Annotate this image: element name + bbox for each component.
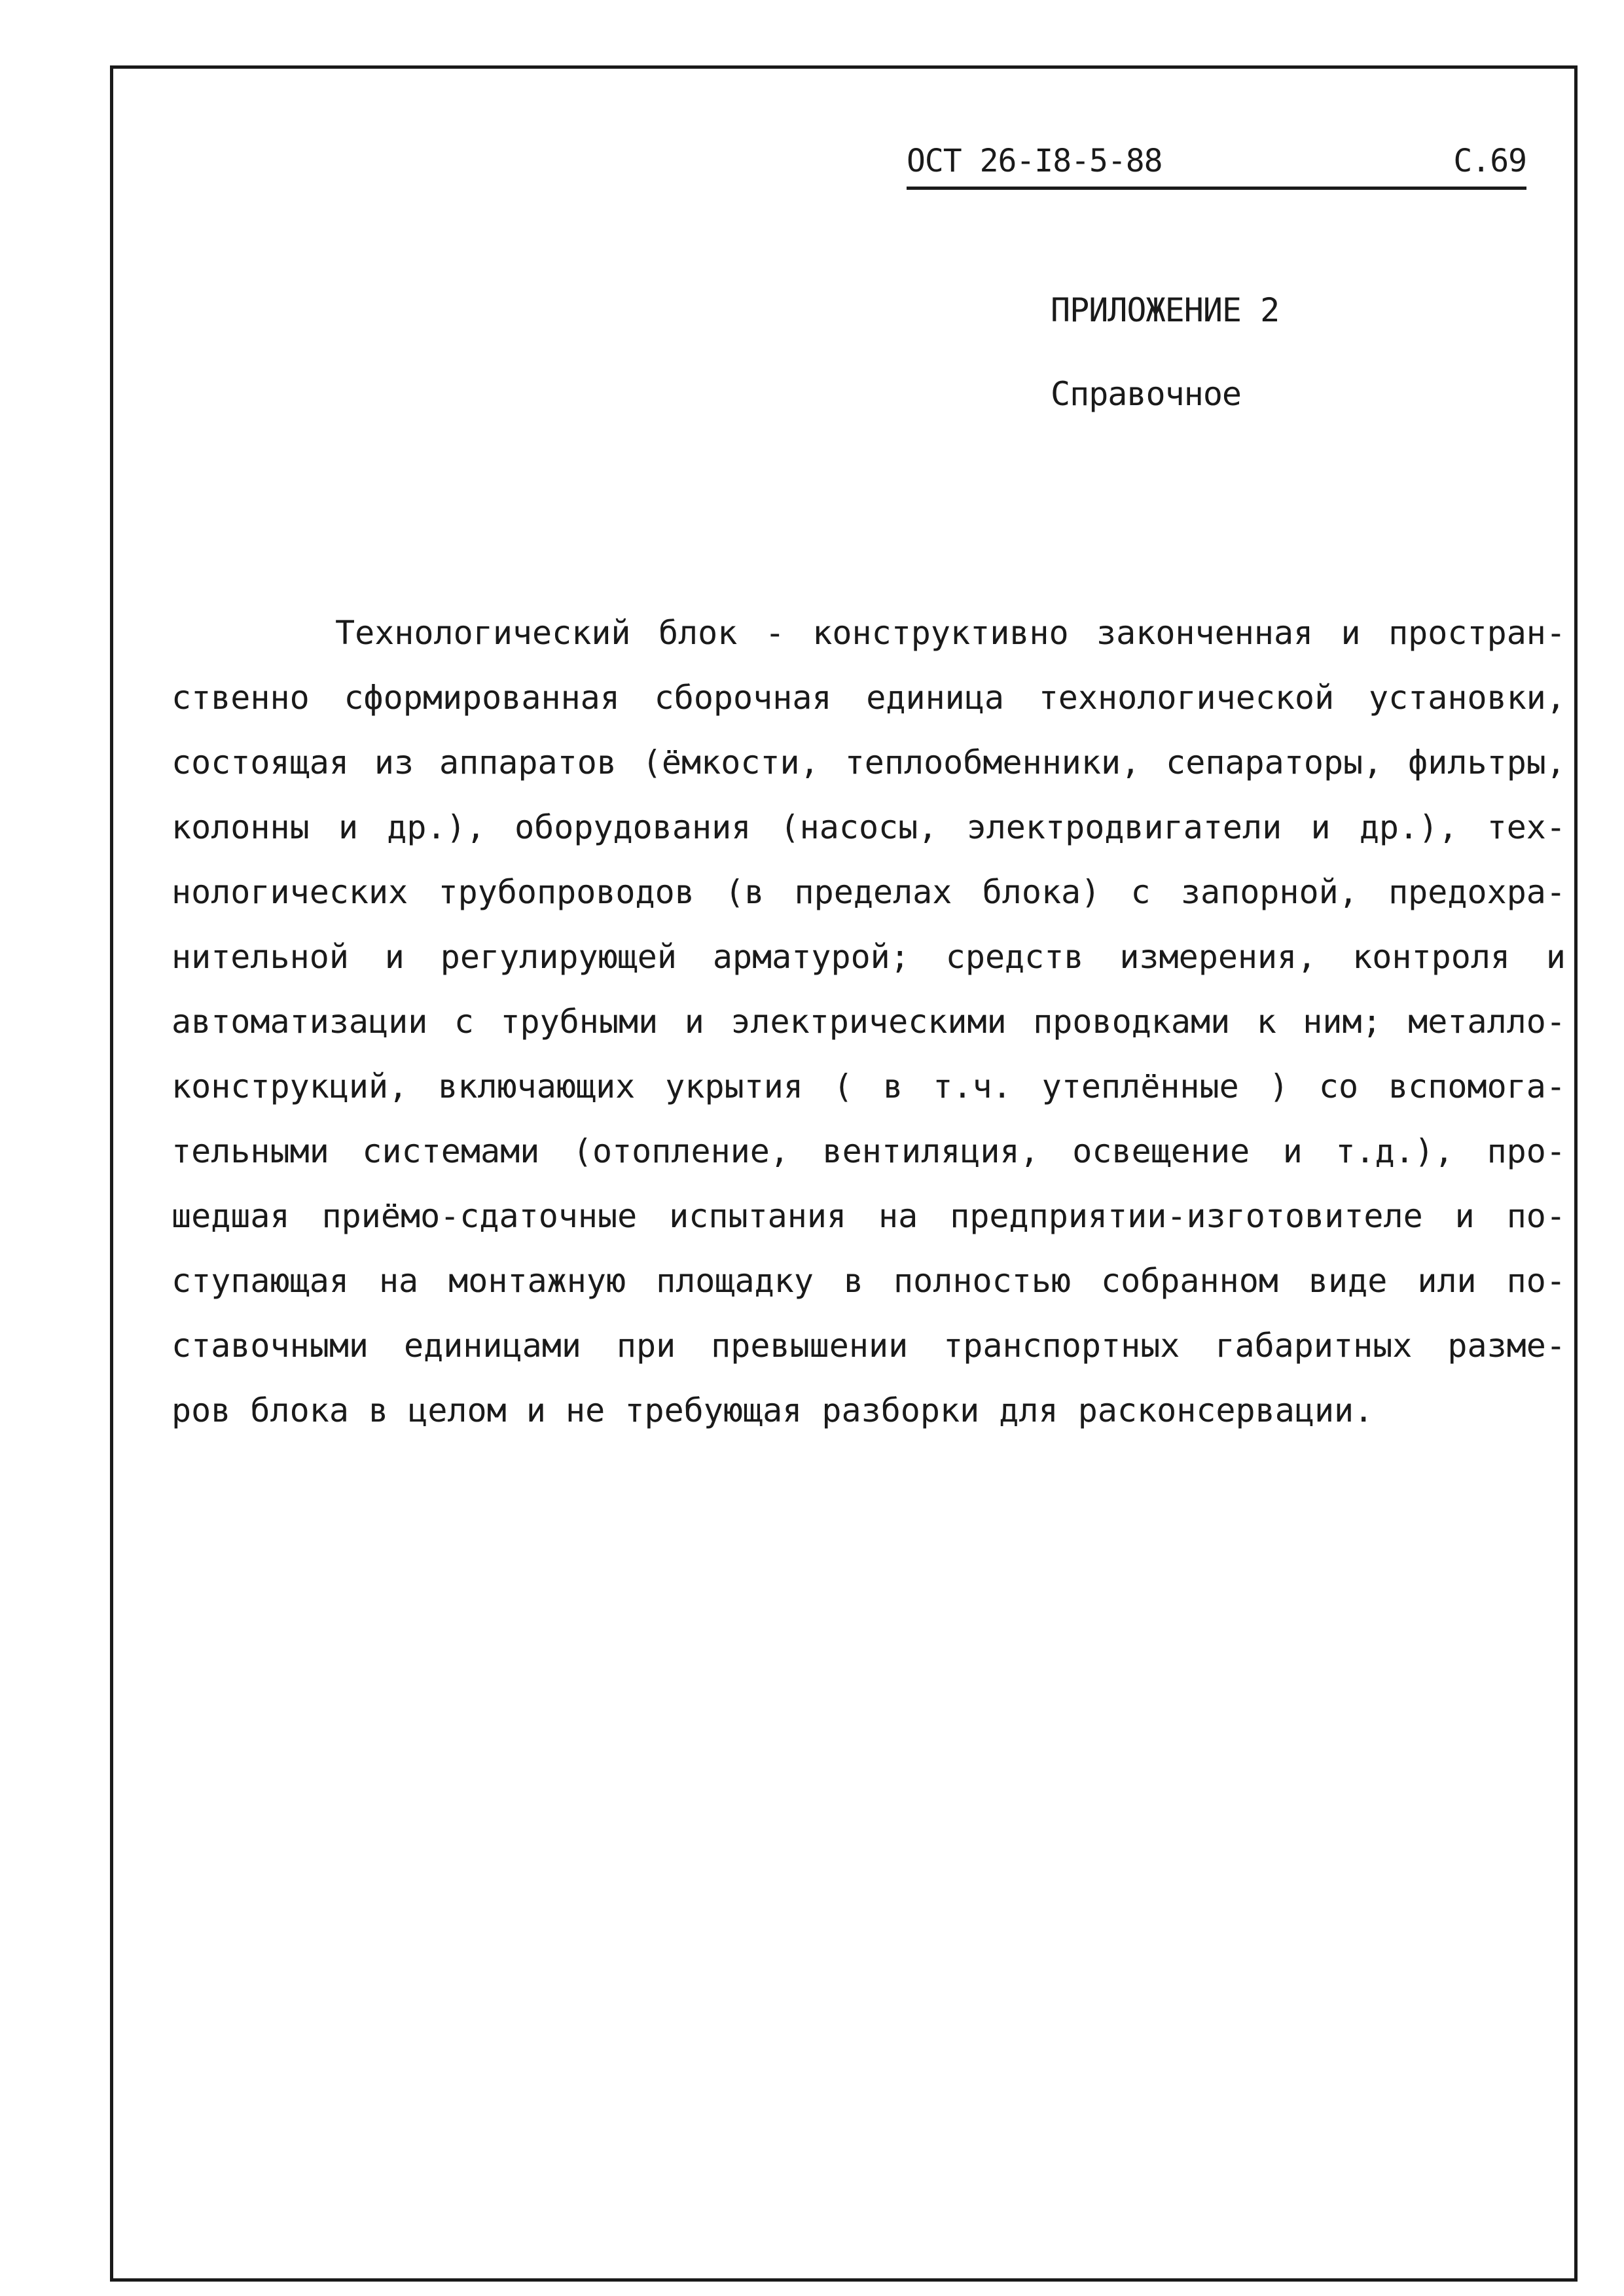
body-line: нительной и регулирующей арматурой; средств измерения, контроля и <box>171 938 1566 976</box>
appendix-type: Справочное <box>1051 375 1242 413</box>
page-header <box>907 143 1526 188</box>
body-line: конструкций, включающих укрытия ( в т.ч. утеплённые ) со вспомога- <box>171 1067 1566 1105</box>
body-line: шедшая приёмо-сдаточные испытания на предприятии-изготовителе и по- <box>171 1197 1566 1235</box>
body-line: тельными системами (отопление, вентиляция, освещение и т.д.), про- <box>171 1132 1566 1170</box>
body-line: ставочными единицами при превышении транспортных габаритных разме- <box>171 1327 1566 1365</box>
standard-code: ОСТ 26-I8-5-88 <box>907 143 1163 179</box>
body-line: состоящая из аппаратов (ёмкости, теплообменники, сепараторы, фильтры, <box>171 744 1566 781</box>
body-line: ров блока в целом и не требующая разборки для расконсервации. <box>171 1391 1374 1429</box>
body-line: ступающая на монтажную площадку в полностью собранном виде или по- <box>171 1262 1566 1300</box>
page-number: С.69 <box>1453 143 1526 179</box>
appendix-title: ПРИЛОЖЕНИЕ 2 <box>1051 291 1280 329</box>
body-paragraph <box>171 601 1566 1443</box>
body-line: автоматизации с трубными и электрическими проводками к ним; металло- <box>171 1003 1566 1041</box>
body-line: Технологический блок - конструктивно законченная и простран- <box>335 614 1566 652</box>
body-line: колонны и др.), оборудования (насосы, электродвигатели и др.), тех- <box>171 808 1566 846</box>
header-underline <box>907 187 1526 190</box>
body-line: ственно сформированная сборочная единица технологической установки, <box>171 679 1566 717</box>
body-line: нологических трубопроводов (в пределах блока) с запорной, предохра- <box>171 873 1566 911</box>
